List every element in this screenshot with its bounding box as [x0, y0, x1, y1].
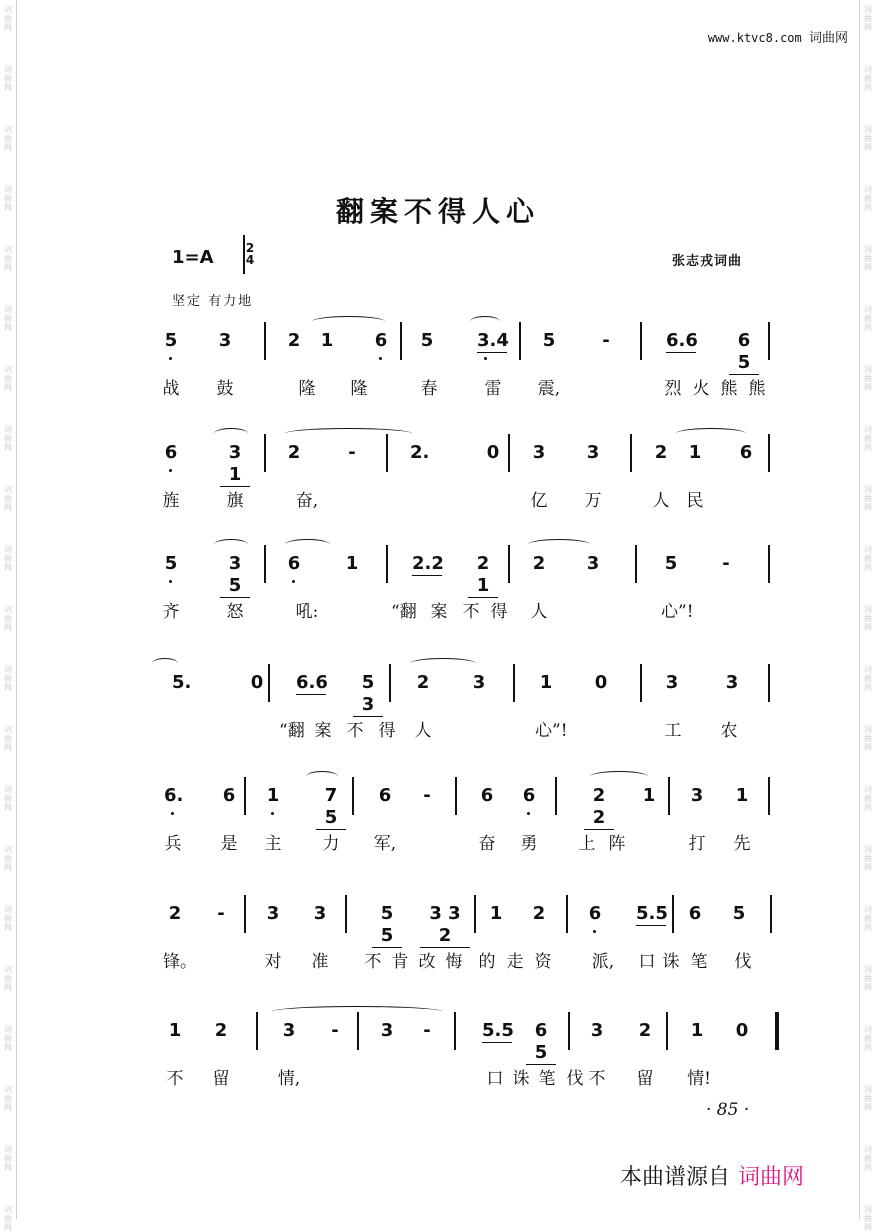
note: 0	[594, 672, 608, 693]
note: 3	[690, 785, 704, 806]
note: 6	[480, 785, 494, 806]
note: -	[348, 442, 356, 463]
lyric: 人	[414, 721, 432, 741]
slur	[528, 539, 590, 550]
footer-text: 本曲谱源自	[620, 1165, 731, 1190]
footer-brand[interactable]: 词曲网	[738, 1165, 805, 1190]
lyric: 心”!	[661, 602, 694, 622]
watermark-text: 词 曲 网	[864, 305, 872, 332]
bar-line	[454, 1012, 456, 1050]
note: -	[331, 1020, 339, 1041]
slur	[214, 428, 248, 439]
note: 5.5	[482, 1020, 514, 1041]
lyric: 火	[692, 379, 710, 399]
slur	[410, 658, 476, 669]
note: 3	[586, 442, 600, 463]
lyric: 伐	[734, 952, 752, 972]
lyric: 走	[506, 952, 524, 972]
note: 3.4	[477, 330, 509, 351]
lyric: 民	[686, 491, 704, 511]
note: 2	[416, 672, 430, 693]
lyric: 诛	[662, 952, 680, 972]
note: 3 3 2	[420, 903, 470, 948]
watermark-text: 词 曲 网	[4, 1205, 12, 1232]
watermark-text: 词 曲 网	[4, 365, 12, 392]
lyric: 资	[534, 952, 552, 972]
note: 2	[168, 903, 182, 924]
bar-line	[400, 322, 402, 360]
watermark-text: 词 曲 网	[864, 905, 872, 932]
lyric: 情!	[687, 1069, 711, 1089]
note: 5	[420, 330, 434, 351]
watermark-text: 词 曲 网	[4, 905, 12, 932]
bar-line	[768, 777, 770, 815]
lyric: 伐	[566, 1069, 584, 1089]
lyric: 笔	[690, 952, 708, 972]
time-sig-top: 2	[245, 241, 255, 255]
note: 5	[162, 330, 180, 352]
note: 1	[168, 1020, 182, 1041]
note: 6	[739, 442, 753, 463]
bar-line	[508, 545, 510, 583]
watermark-text: 词 曲 网	[4, 5, 12, 32]
lyric: 战	[162, 379, 180, 399]
lyric: 奋,	[295, 491, 319, 511]
lyric: 得	[490, 602, 508, 622]
composer-credit: 张志戎词曲	[672, 254, 743, 269]
note: 3 5	[220, 553, 250, 598]
lyric: 烈	[664, 379, 682, 399]
note: -	[217, 903, 225, 924]
watermark-text: 词 曲 网	[864, 485, 872, 512]
bar-line	[389, 664, 391, 702]
lyric: 人	[652, 491, 670, 511]
lyric: 兵	[164, 834, 182, 854]
time-sig-bottom: 4	[245, 253, 255, 267]
note: 5.5	[636, 903, 668, 924]
lyric: 是	[220, 834, 238, 854]
bar-line	[640, 664, 642, 702]
lyric: 打	[688, 834, 706, 854]
lyric: 旌	[162, 491, 180, 511]
note: 5 5	[372, 903, 402, 948]
bar-line	[244, 895, 246, 933]
bar-line	[768, 545, 770, 583]
note: 0	[250, 672, 264, 693]
lyric: 先	[733, 834, 751, 854]
note: 5 3	[353, 672, 383, 717]
bar-line	[345, 895, 347, 933]
note: 6	[222, 785, 236, 806]
note: 2 1	[468, 553, 498, 598]
lyric: 留	[212, 1069, 230, 1089]
note: 5	[664, 553, 678, 574]
watermark-text: 词 曲 网	[4, 125, 12, 152]
lyric: 准	[311, 952, 329, 972]
lyric: 力	[322, 834, 340, 854]
lyric: 心”!	[535, 721, 568, 741]
note: 6	[586, 903, 604, 925]
watermark-text: 词 曲 网	[4, 665, 12, 692]
watermark-text: 词 曲 网	[4, 605, 12, 632]
note: 5	[162, 553, 180, 575]
watermark-text: 词 曲 网	[864, 605, 872, 632]
lyric: 案	[430, 602, 448, 622]
lyric: 不	[346, 721, 364, 741]
bar-line	[519, 322, 521, 360]
bar-line	[768, 664, 770, 702]
note: 5.	[172, 672, 192, 693]
watermark-text: 词 曲 网	[864, 65, 872, 92]
note: 2	[638, 1020, 652, 1041]
watermark-text: 词 曲 网	[864, 1145, 872, 1172]
lyric: 口	[486, 1069, 504, 1089]
note: 2	[287, 442, 301, 463]
watermark-text: 词 曲 网	[4, 725, 12, 752]
note: 6.	[164, 785, 184, 806]
note: -	[722, 553, 730, 574]
note: 1	[690, 1020, 704, 1041]
note: 3	[532, 442, 546, 463]
watermark-text: 词 曲 网	[864, 725, 872, 752]
lyric: 不	[588, 1069, 606, 1089]
lyric: 雷	[484, 379, 502, 399]
bar-line	[555, 777, 557, 815]
note: 1	[320, 330, 334, 351]
note: 6.6	[666, 330, 698, 351]
site-url[interactable]: www.ktvc8.com	[707, 31, 802, 45]
bar-line	[474, 895, 476, 933]
note: 1	[489, 903, 503, 924]
lyric: 主	[264, 834, 282, 854]
watermark-text: 词 曲 网	[864, 425, 872, 452]
watermark-text: 词 曲 网	[4, 1085, 12, 1112]
bar-line	[775, 1012, 779, 1050]
watermark-text: 词 曲 网	[4, 185, 12, 212]
note: 3	[282, 1020, 296, 1041]
bar-line	[264, 434, 266, 472]
lyric: 阵	[608, 834, 626, 854]
tempo-marking: 坚定 有力地	[172, 294, 254, 309]
watermark-text: 词 曲 网	[864, 965, 872, 992]
lyric: 震,	[537, 379, 561, 399]
note: 6.6	[296, 672, 328, 693]
lyric: 口	[638, 952, 656, 972]
note: 1	[735, 785, 749, 806]
bar-line	[508, 434, 510, 472]
lyric: 人	[530, 602, 548, 622]
slur	[590, 771, 648, 782]
note: 3	[665, 672, 679, 693]
slur	[272, 1006, 442, 1017]
slur	[306, 771, 338, 782]
lyric: 诛	[512, 1069, 530, 1089]
note: 3	[218, 330, 232, 351]
lyric: 隆	[350, 379, 368, 399]
note: 6	[688, 903, 702, 924]
note: 0	[735, 1020, 749, 1041]
note: 6	[520, 785, 538, 807]
note: -	[423, 785, 431, 806]
note: 3	[266, 903, 280, 924]
slur	[285, 539, 330, 550]
watermark-text: 词 曲 网	[864, 1205, 872, 1232]
note: 2	[654, 442, 668, 463]
lyric: 吼:	[295, 602, 319, 622]
lyric: “翻	[279, 721, 305, 741]
lyric: 怒	[226, 602, 244, 622]
lyric: 肯	[391, 952, 409, 972]
note: 3	[472, 672, 486, 693]
lyric: 派,	[591, 952, 615, 972]
time-signature	[243, 242, 257, 266]
note: 2.2	[412, 553, 444, 574]
note: 2.	[410, 442, 430, 463]
lyric: 隆	[298, 379, 316, 399]
lyric: 工	[664, 721, 682, 741]
slur	[285, 428, 412, 439]
bar-line	[352, 777, 354, 815]
watermark-text: 词 曲 网	[4, 245, 12, 272]
watermark-text: 词 曲 网	[864, 785, 872, 812]
bar-line	[566, 895, 568, 933]
note: 2	[532, 553, 546, 574]
lyric: 不	[166, 1069, 184, 1089]
bar-line	[666, 1012, 668, 1050]
note: 6	[162, 442, 180, 464]
note: 1	[688, 442, 702, 463]
watermark-text: 词 曲 网	[4, 965, 12, 992]
note: 6	[378, 785, 392, 806]
note: 1	[642, 785, 656, 806]
lyric: 悔	[445, 952, 463, 972]
slur	[312, 316, 385, 327]
note: 3	[380, 1020, 394, 1041]
note: 1	[345, 553, 359, 574]
note: 5	[732, 903, 746, 924]
lyric: 春	[420, 379, 438, 399]
note: 6	[372, 330, 390, 352]
watermark-text: 词 曲 网	[864, 125, 872, 152]
note: 3	[313, 903, 327, 924]
lyric: 的	[478, 952, 496, 972]
note: 3	[590, 1020, 604, 1041]
watermark-text: 词 曲 网	[864, 5, 872, 32]
lyric: 旗	[226, 491, 244, 511]
bar-line	[768, 434, 770, 472]
watermark-text: 词 曲 网	[864, 245, 872, 272]
watermark-text: 词 曲 网	[4, 485, 12, 512]
note: 3	[586, 553, 600, 574]
lyric: 军,	[373, 834, 397, 854]
watermark-text: 词 曲 网	[4, 845, 12, 872]
bar-line	[264, 545, 266, 583]
watermark-text: 词 曲 网	[864, 845, 872, 872]
lyric: 案	[314, 721, 332, 741]
site-header	[708, 27, 848, 46]
bar-line	[386, 545, 388, 583]
lyric: 勇	[520, 834, 538, 854]
lyric: 鼓	[216, 379, 234, 399]
note: 2 2	[584, 785, 614, 830]
bar-line	[640, 322, 642, 360]
watermark-text: 词 曲 网	[4, 785, 12, 812]
bar-line	[770, 895, 772, 933]
page-number: · 85 ·	[706, 1100, 750, 1120]
lyric: “翻	[391, 602, 417, 622]
lyric: 不	[462, 602, 480, 622]
note: 6 5	[729, 330, 759, 375]
bar-line	[630, 434, 632, 472]
watermark-text: 词 曲 网	[4, 65, 12, 92]
lyric: 笔	[538, 1069, 556, 1089]
watermark-text: 词 曲 网	[864, 185, 872, 212]
watermark-text: 词 曲 网	[864, 665, 872, 692]
slur	[470, 316, 500, 327]
note: -	[602, 330, 610, 351]
watermark-text: 词 曲 网	[864, 1025, 872, 1052]
lyric: 亿	[530, 491, 548, 511]
bar-line	[668, 777, 670, 815]
lyric: 万	[584, 491, 602, 511]
bar-line	[768, 322, 770, 360]
note: 2	[532, 903, 546, 924]
lyric: 不	[364, 952, 382, 972]
bar-line	[357, 1012, 359, 1050]
bar-line	[264, 322, 266, 360]
bar-line	[455, 777, 457, 815]
bar-line	[244, 777, 246, 815]
bar-line	[513, 664, 515, 702]
lyric: 情,	[277, 1069, 301, 1089]
bar-line	[268, 664, 270, 702]
watermark-text: 词 曲 网	[864, 1085, 872, 1112]
song-title: 翻案不得人心	[335, 195, 540, 228]
note: 3	[725, 672, 739, 693]
slur	[214, 539, 248, 550]
note: 2	[287, 330, 301, 351]
bar-line	[386, 434, 388, 472]
lyric: 农	[720, 721, 738, 741]
note: 1	[539, 672, 553, 693]
lyric: 齐	[162, 602, 180, 622]
note: 5	[542, 330, 556, 351]
note: 3 1	[220, 442, 250, 487]
lyric: 改	[418, 952, 436, 972]
lyric: 锋。	[163, 952, 197, 972]
lyric: 熊	[720, 379, 738, 399]
watermark-text: 词 曲 网	[4, 305, 12, 332]
watermark-text: 词 曲 网	[864, 365, 872, 392]
bar-line	[568, 1012, 570, 1050]
bar-line	[256, 1012, 258, 1050]
lyric: 对	[264, 952, 282, 972]
bar-line	[635, 545, 637, 583]
note: 1	[264, 785, 282, 807]
note: 7 5	[316, 785, 346, 830]
note: 0	[486, 442, 500, 463]
watermark-text: 词 曲 网	[4, 425, 12, 452]
site-name: 词曲网	[808, 31, 848, 46]
footer-source	[620, 1160, 804, 1191]
lyric: 奋	[478, 834, 496, 854]
bar-line	[672, 895, 674, 933]
watermark-text: 词 曲 网	[4, 1025, 12, 1052]
lyric: 得	[378, 721, 396, 741]
note: 6	[285, 553, 303, 575]
note: 6 5	[526, 1020, 556, 1065]
watermark-text: 词 曲 网	[4, 545, 12, 572]
key-signature: 1=A	[172, 247, 214, 268]
lyric: 熊	[748, 379, 766, 399]
slur	[676, 428, 746, 439]
watermark-text: 词 曲 网	[864, 545, 872, 572]
lyric: 上	[578, 834, 596, 854]
lyric: 留	[636, 1069, 654, 1089]
note: 2	[214, 1020, 228, 1041]
note: -	[423, 1020, 431, 1041]
watermark-text: 词 曲 网	[4, 1145, 12, 1172]
slur	[152, 658, 178, 669]
